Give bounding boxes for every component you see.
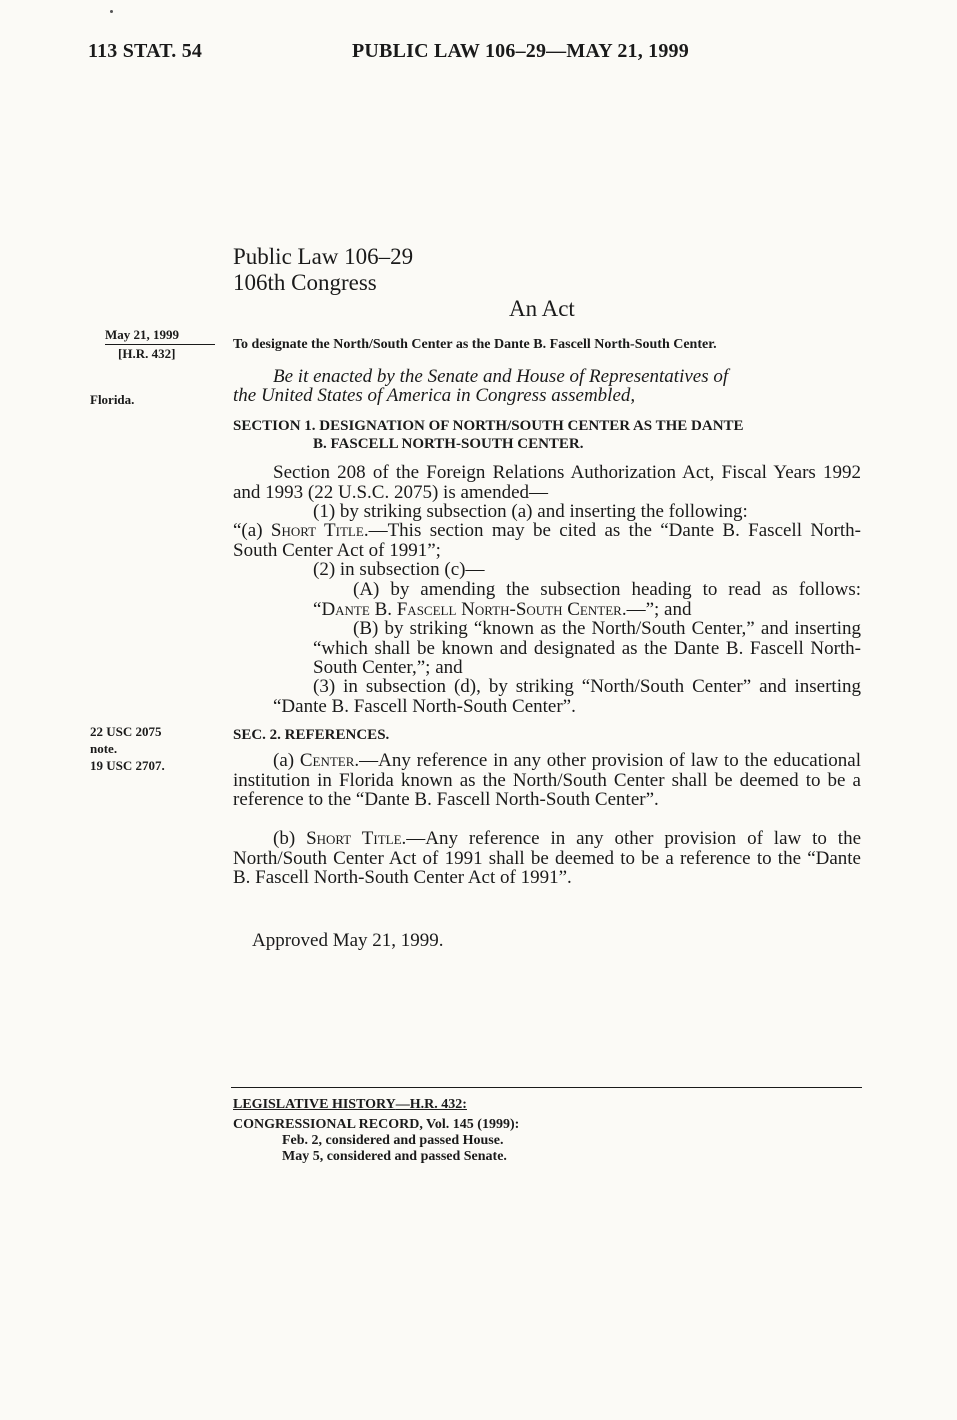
section2-a-prefix: (a) — [273, 750, 300, 771]
section1-item2B: (B) by striking “known as the North/South Center,” and inserting “which shall be known and designated as the Dante B. Fascell North-South Center,”; and — [313, 618, 861, 678]
section1-heading-line2: B. FASCELL NORTH-SOUTH CENTER. — [313, 436, 584, 452]
item1-quote-rest: .—This section may be cited as the “Dante B. Fascell North-South Center Act of 1991”; — [233, 520, 861, 561]
item2A-rest: .—”; and — [621, 598, 692, 620]
margin-bill-number: [H.R. 432] — [118, 346, 176, 361]
margin-date: May 21, 1999 — [105, 327, 215, 345]
legislative-history-label: LEGISLATIVE HISTORY — [233, 1097, 396, 1112]
public-law-number: Public Law 106–29 — [233, 244, 414, 269]
item2A-prefix: (A) by amending the subsection heading to read as follows: “ — [313, 579, 861, 620]
enacting-clause-line1: Be it enacted by the Senate and House of Representatives of — [273, 366, 729, 387]
legislative-history-rule — [231, 1087, 862, 1088]
approval-date: Approved May 21, 1999. — [252, 930, 444, 951]
act-purpose: To designate the North/South Center as the Dante B. Fascell North-South Center. — [233, 337, 717, 352]
running-head-title: PUBLIC LAW 106–29—MAY 21, 1999 — [352, 40, 689, 62]
history-entry-house: Feb. 2, considered and passed House. — [282, 1133, 504, 1148]
section2-b-rest: .—Any reference in any other provision of law to the North/South Center Act of 1991 shall be deemed to be a reference to the “Dante B. Fascell North-South Center Act of 1991”. — [233, 828, 861, 888]
section2-subsection-a — [233, 751, 861, 810]
legislative-history-bill: —H.R. 432: — [395, 1097, 467, 1112]
page-number-citation: 113 STAT. 54 — [88, 40, 203, 62]
section1-heading-line1: SECTION 1. DESIGNATION OF NORTH/SOUTH CENTER AS THE DANTE — [233, 418, 744, 434]
section1-item2A — [313, 580, 861, 619]
margin-citation-note: note. — [90, 741, 118, 756]
section2-b-heading: Short Title — [306, 828, 402, 849]
margin-citation-19usc: 19 USC 2707. — [90, 758, 165, 773]
item1-quote-short-title: Short Title — [270, 520, 364, 541]
section1-item1-quote — [233, 521, 861, 560]
act-heading: An Act — [509, 296, 575, 321]
item1-quote-prefix: “(a) — [233, 520, 271, 541]
item2A-heading-text: Dante B. Fascell North-South Center — [321, 598, 622, 620]
legislative-history-title — [233, 1097, 467, 1113]
section2-a-rest: .—Any reference in any other provision of law to the educational institution in Florida known as the North/South Center shall be deemed to be a reference to the “Dante B. Fascell North-South Center”. — [233, 750, 862, 810]
section2-a-heading: Center — [299, 750, 355, 771]
section2-subsection-b — [233, 829, 861, 888]
enacting-clause — [233, 367, 861, 405]
section2-b-prefix: (b) — [273, 828, 307, 849]
section1-item3: (3) in subsection (d), by striking “North/South Center” and inserting “Dante B. Fascell North-South Center”. — [273, 676, 861, 717]
history-entry-senate: May 5, considered and passed Senate. — [282, 1149, 507, 1164]
enacting-clause-line2: the United States of America in Congress assembled, — [233, 385, 636, 406]
congressional-record: CONGRESSIONAL RECORD, Vol. 145 (1999): — [233, 1117, 520, 1132]
margin-citation-22usc: 22 USC 2075 — [90, 724, 162, 739]
section2-heading: SEC. 2. REFERENCES. — [233, 727, 390, 743]
section1-intro: Section 208 of the Foreign Relations Authorization Act, Fiscal Years 1992 and 1993 (22 U.S.C. 2075) is amended— — [233, 462, 861, 503]
section1-heading — [233, 417, 861, 453]
section1-item1: (1) by striking subsection (a) and inserting the following: — [313, 501, 748, 522]
congress-number: 106th Congress — [233, 270, 377, 295]
scan-speck — [110, 10, 113, 13]
margin-florida: Florida. — [90, 392, 135, 407]
section1-item2: (2) in subsection (c)— — [313, 559, 485, 580]
